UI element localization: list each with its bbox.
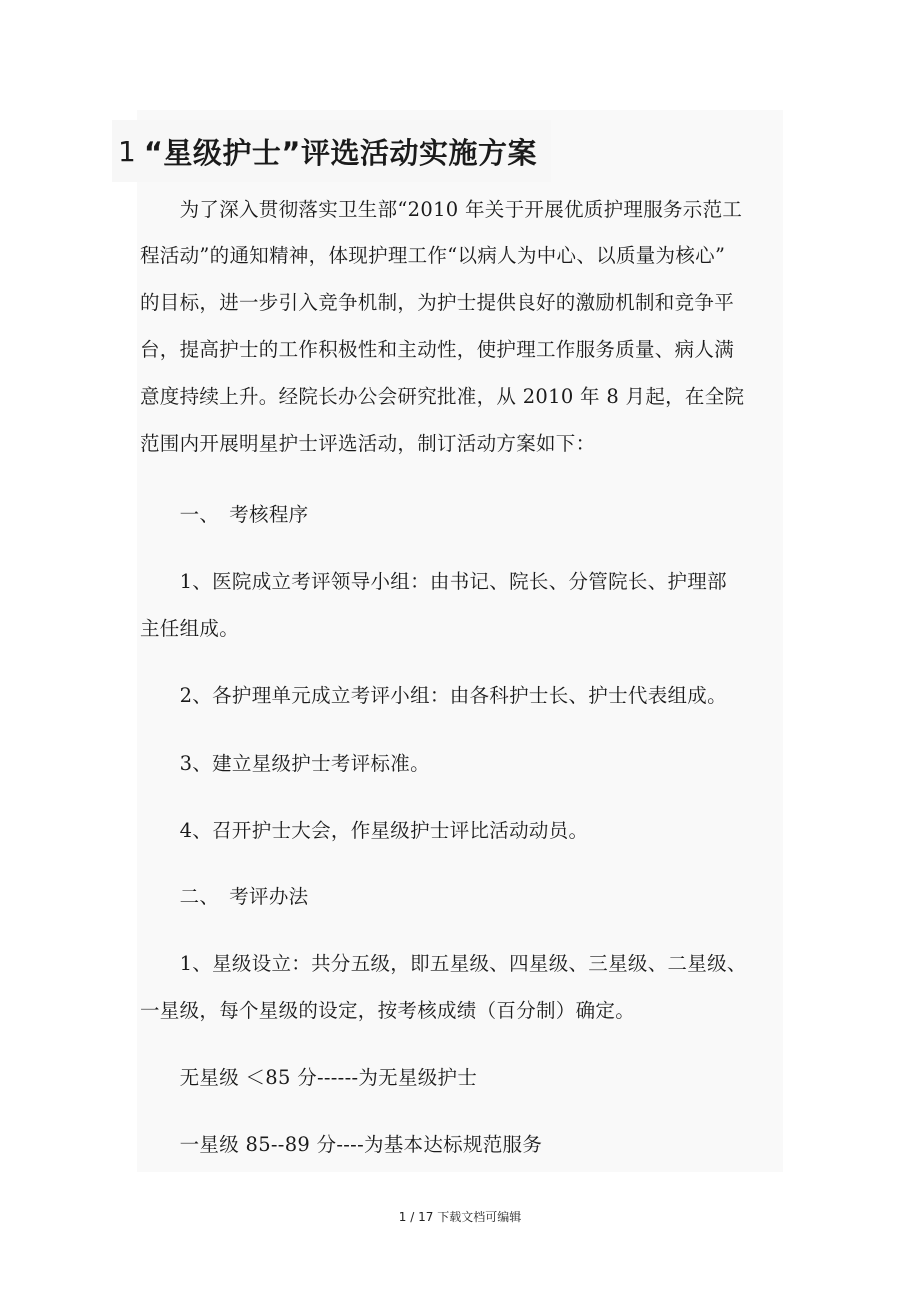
text-line: 一、 考核程序 (140, 503, 309, 526)
page-footer: 1 / 17 下载文档可编辑 (398, 1210, 522, 1224)
text-line: 4、召开护士大会，作星级护士评比活动动员。 (140, 819, 589, 842)
title-number: 1 (118, 134, 136, 168)
text-line: 一星级 85--89 分----为基本达标规范服务 (140, 1133, 543, 1156)
text-line: 二、 考评办法 (140, 885, 309, 908)
text-line: 范围内开展明星护士评选活动，制订活动方案如下： (140, 432, 596, 455)
text-line: 程活动”的通知精神，体现护理工作“以病人为中心、以质量为核心” (140, 244, 726, 267)
document-title (112, 120, 551, 182)
text-line: 一星级，每个星级的设定，按考核成绩（百分制）确定。 (140, 999, 636, 1022)
title-text: “星级护士”评选活动实施方案 (143, 135, 537, 170)
text-line: 为了深入贯彻落实卫生部“2010 年关于开展优质护理服务示范工 (140, 198, 743, 221)
text-line: 3、建立星级护士考评标准。 (140, 752, 430, 775)
text-line: 1、医院成立考评领导小组：由书记、院长、分管院长、护理部 (140, 570, 727, 593)
text-line: 2、各护理单元成立考评小组：由各科护士长、护士代表组成。 (140, 684, 727, 707)
text-line: 的目标，进一步引入竞争机制，为护士提供良好的激励机制和竞争平 (140, 291, 735, 314)
text-line: 意度持续上升。经院长办公会研究批准，从 2010 年 8 月起，在全院 (140, 385, 745, 408)
text-line: 主任组成。 (140, 617, 240, 640)
text-line: 台，提高护士的工作积极性和主动性，使护理工作服务质量、病人满 (140, 338, 735, 361)
text-line: 无星级 ＜85 分------为无星级护士 (140, 1066, 478, 1089)
text-line: 1、星级设立：共分五级，即五星级、四星级、三星级、二星级、 (140, 952, 747, 975)
